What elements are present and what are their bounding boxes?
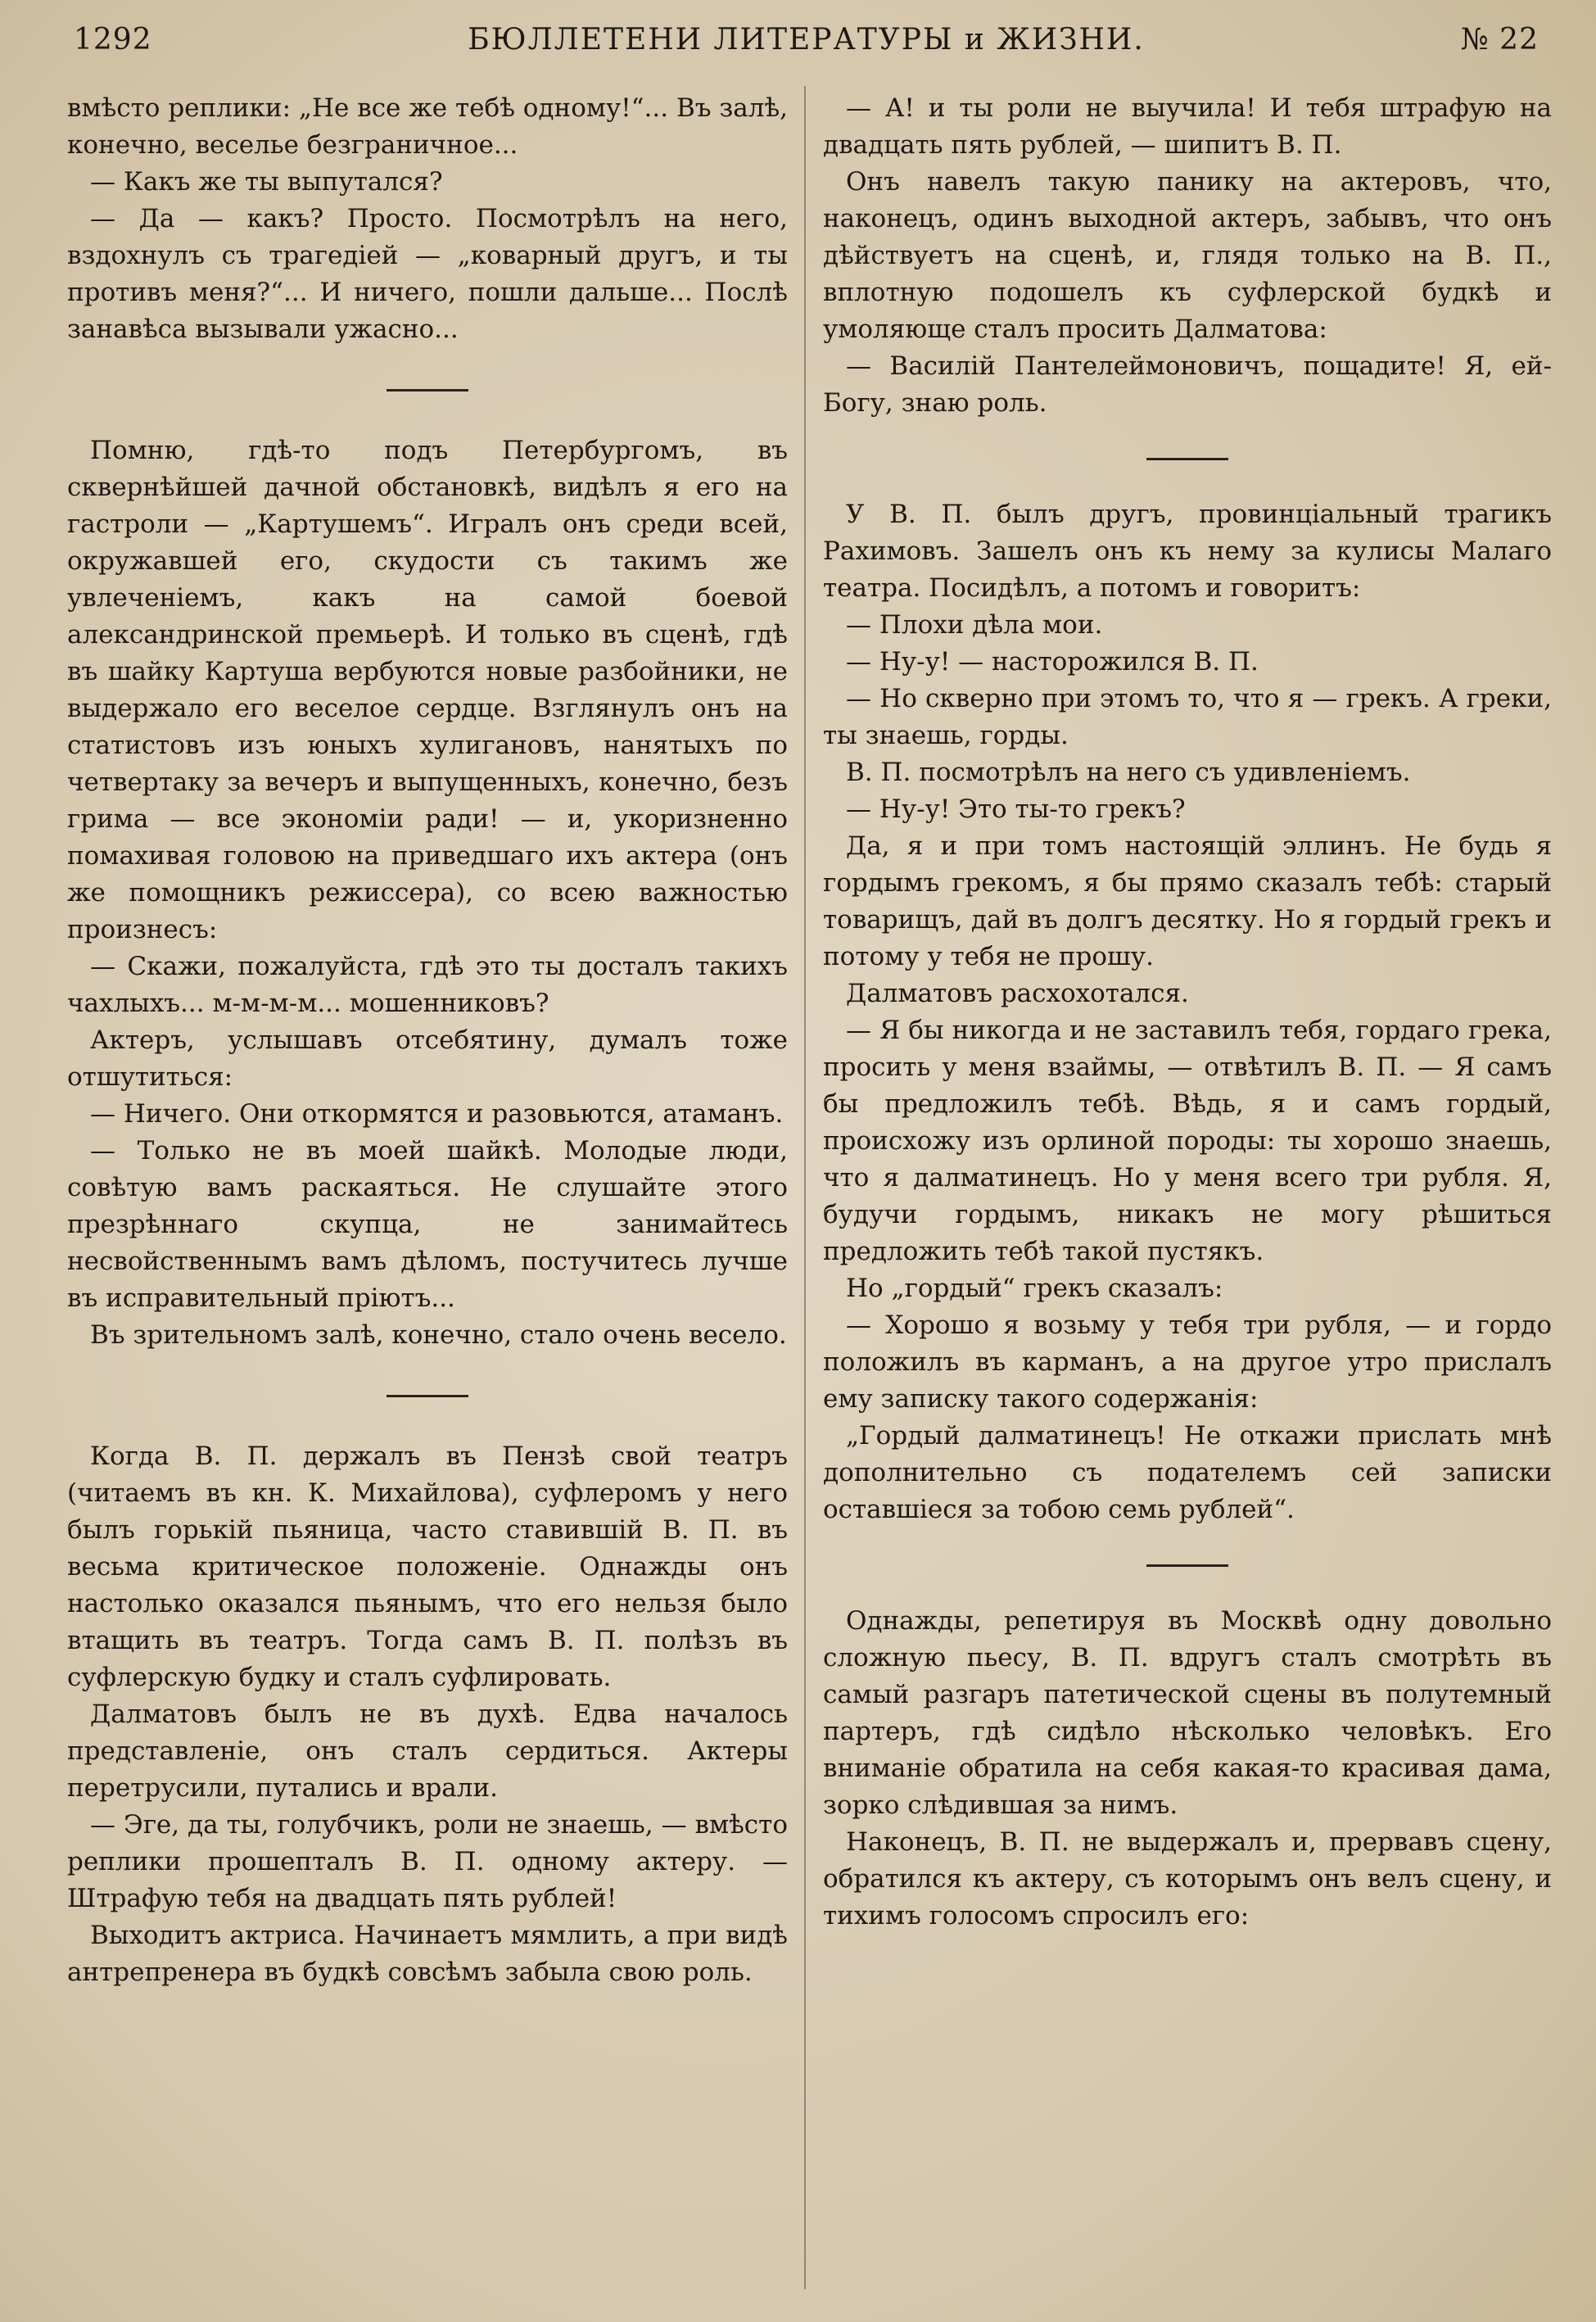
- paragraph: — Ничего. Они откормятся и разовьются, атаманъ.: [90, 1099, 784, 1129]
- paragraph: — Ну-у! Это ты-то грекъ?: [846, 794, 1186, 824]
- quoted-note: „Гордый далматинецъ! Не откажи прислать мнѣ дополнительно съ подателемъ сей записки оставшіеся за тобою семь рублей“.: [823, 1421, 1552, 1524]
- paragraph: — Но скверно при этомъ то, что я — грекъ. А греки, ты знаешь, горды.: [823, 684, 1552, 750]
- paragraph: Однажды, репетируя въ Москвѣ одну довольно сложную пьесу, В. П. вдругъ сталъ смотрѣть въ самый разгаръ патетической сцены въ полутемный партеръ, гдѣ сидѣло нѣсколько человѣкъ. Его вниманіе обратила на себя какая-то красивая дама, зорко слѣдившая за нимъ.: [823, 1606, 1552, 1820]
- paragraph: Онъ навелъ такую панику на актеровъ, что, наконецъ, одинъ выходной актеръ, забывъ, что онъ дѣйствуетъ на сценѣ, и, глядя только на В. П., вплотную подошелъ къ суфлерской будкѣ и умоляюще сталъ просить Далматова:: [823, 167, 1552, 344]
- paragraph: У В. П. былъ другъ, провинціальный трагикъ Рахимовъ. Зашелъ онъ къ нему за кулисы Малаго театра. Посидѣлъ, а потомъ и говоритъ:: [823, 500, 1552, 603]
- page-number: 1292: [74, 23, 152, 57]
- paragraph: Наконецъ, В. П. не выдержалъ и, прервавъ сцену, обратился къ актеру, съ которымъ онъ велъ сцену, и тихимъ голосомъ спросилъ его:: [823, 1827, 1552, 1930]
- paragraph: вмѣсто реплики: „Не все же тебѣ одному!“... Въ залѣ, конечно, веселье безграничное...: [67, 93, 788, 160]
- paragraph: Далматовъ былъ не въ духѣ. Едва началось представленіе, онъ сталъ сердиться. Актеры перетрусили, путались и врали.: [67, 1700, 788, 1803]
- paragraph: — Да — какъ? Просто. Посмотрѣлъ на него, вздохнулъ съ трагедіей — „коварный другъ, и ты противъ меня?“... И ничего, пошли дальше... Послѣ занавѣса вызывали ужасно...: [67, 204, 788, 344]
- section-divider: [387, 1395, 468, 1397]
- paragraph: — Эге, да ты, голубчикъ, роли не знаешь, — вмѣсто реплики прошепталъ В. П. одному актеру. — Штрафую тебя на двадцать пять рублей!: [67, 1810, 788, 1913]
- paragraph: В. П. посмотрѣлъ на него съ удивленіемъ.: [846, 758, 1411, 787]
- paragraph: Далматовъ расхохотался.: [846, 979, 1189, 1008]
- paragraph: — Василій Пантелеймоновичъ, пощадите! Я, ей-Богу, знаю роль.: [823, 351, 1552, 418]
- paragraph: Въ зрительномъ залѣ, конечно, стало очень весело.: [90, 1320, 787, 1350]
- paragraph: — Какъ же ты выпутался?: [90, 167, 443, 197]
- paragraph: — Скажи, пожалуйста, гдѣ это ты досталъ такихъ чахлыхъ... м-м-м-м... мошенниковъ?: [67, 952, 788, 1018]
- column-rule: [804, 86, 806, 2289]
- paragraph: Да, я и при томъ настоящій эллинъ. Не будь я гордымъ грекомъ, я бы прямо сказалъ тебѣ: старый товарищъ, дай въ долгъ десятку. Но я гордый грекъ и потому у тебя не прошу.: [823, 831, 1552, 971]
- running-title: БЮЛЛЕТЕНИ ЛИТЕРАТУРЫ и ЖИЗНИ.: [468, 23, 1145, 57]
- issue-number: № 22: [1460, 23, 1539, 57]
- right-column: [823, 90, 1552, 2289]
- paragraph: — Я бы никогда и не заставилъ тебя, гордаго грека, просить у меня взаймы, — отвѣтилъ В. П. — Я самъ бы предложилъ тебѣ. Вѣдь, я и самъ гордый, происхожу изъ орлиной породы: ты хорошо знаешь, что я далматинецъ. Но у меня всего три рубля. Я, будучи гордымъ, никакъ не могу рѣшиться предложить тебѣ такой пустякъ.: [823, 1016, 1552, 1266]
- paragraph: — Ну-у! — насторожился В. П.: [846, 647, 1259, 677]
- paragraph: — Только не въ моей шайкѣ. Молодые люди, совѣтую вамъ раскаяться. Не слушайте этого презрѣннаго скупца, не занимайтесь несвойственнымъ вамъ дѣломъ, постучитесь лучше въ исправительный пріютъ...: [67, 1136, 788, 1313]
- paragraph: — А! и ты роли не выучила! И тебя штрафую на двадцать пять рублей, — шипитъ В. П.: [823, 93, 1552, 160]
- section-divider: [1146, 458, 1228, 460]
- paragraph: — Плохи дѣла мои.: [846, 610, 1103, 640]
- paragraph: Выходитъ актриса. Начинаетъ мямлить, а при видѣ антрепренера въ будкѣ совсѣмъ забыла свою роль.: [67, 1921, 788, 1987]
- paragraph: Помню, гдѣ-то подъ Петербургомъ, въ сквернѣйшей дачной обстановкѣ, видѣлъ я его на гастроли — „Картушемъ“. Игралъ онъ среди всей, окружавшей его, скудости съ такимъ же увлеченіемъ, какъ на самой боевой александринской премьерѣ. И только въ сценѣ, гдѣ въ шайку Картуша вербуются новые разбойники, не выдержало его веселое сердце. Взглянулъ онъ на статистовъ изъ юныхъ хулигановъ, нанятыхъ по четвертаку за вечеръ и выпущенныхъ, конечно, безъ грима — все экономіи ради! — и, укоризненно помахивая головою на приведшаго ихъ актера (онъ же помощникъ режиссера), со всею важностью произнесъ:: [67, 436, 788, 944]
- paragraph: — Хорошо я возьму у тебя три рубля, — и гордо положилъ въ карманъ, а на другое утро прислалъ ему записку такого содержанія:: [823, 1310, 1552, 1414]
- page-header: [66, 23, 1547, 72]
- paragraph: Когда В. П. держалъ въ Пензѣ свой театръ (читаемъ въ кн. К. Михайлова), суфлеромъ у него былъ горькій пьяница, часто ставившій В. П. въ весьма критическое положеніе. Однажды онъ настолько оказался пьянымъ, что его нельзя было втащить въ театръ. Тогда самъ В. П. полѣзъ въ суфлерскую будку и сталъ суфлировать.: [67, 1442, 788, 1692]
- left-column: [67, 90, 788, 2289]
- paragraph: Актеръ, услышавъ отсебятину, думалъ тоже отшутиться:: [67, 1025, 788, 1092]
- paragraph: Но „гордый“ грекъ сказалъ:: [846, 1274, 1223, 1303]
- section-divider: [387, 389, 468, 392]
- section-divider: [1146, 1564, 1228, 1567]
